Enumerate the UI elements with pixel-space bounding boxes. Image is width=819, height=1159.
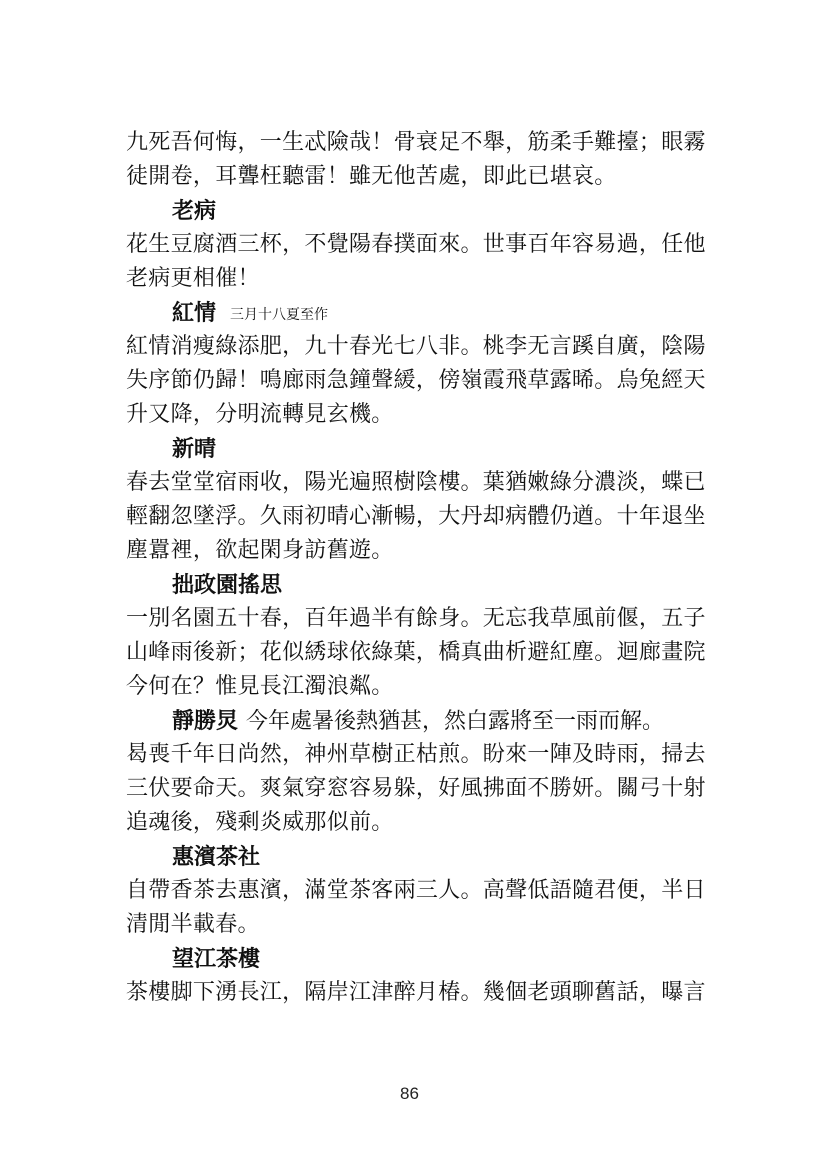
poem-heading [126,704,724,738]
text-line: 升又降，分明流轉見玄機。 [126,402,394,427]
text-line: 春去堂堂宿雨收，陽光遍照樹陰樓。葉猶嫩綠分濃淡，蝶已 [126,470,706,495]
poem-note: 三月十八夏至作 [230,307,329,323]
poem-heading [126,840,724,874]
text-line: 一別名園五十春，百年過半有餘身。无忘我草風前偃，五子 [126,606,706,631]
poem-heading [126,432,724,466]
text-line: 花生豆腐酒三杯，不覺陽春撲面來。世事百年容易過，任他 [126,232,706,257]
text-line: 曷喪千年日尚然，神州草樹正枯煎。盼來一陣及時雨，掃去 [126,742,706,767]
poem-title: 紅情 [172,300,217,326]
text-line: 老病更相催！ [126,266,260,291]
poem-title: 望江茶樓 [172,946,261,972]
poem-heading [126,194,724,228]
poem-note: 今年處暑後熱猶甚，然白露將至一雨而解。 [246,709,665,734]
poem-title: 老病 [172,198,217,224]
poem-title: 新晴 [172,436,217,462]
poem-title: 拙政園搖思 [172,572,283,598]
text-line: 追魂後，殘剩炎威那似前。 [126,810,394,835]
text-line: 輕翻忽墜浮。久雨初晴心漸暢，大丹却病體仍遒。十年退坐 [126,504,706,529]
poem-title: 惠濱茶社 [172,844,261,870]
poem-heading [126,568,724,602]
text-line: 自帶香茶去惠濱，滿堂茶客兩三人。高聲低語隨君便，半日 [126,878,706,903]
text-line: 紅情消瘦綠添肥，九十春光七八非。桃李无言蹊自廣，陰陽 [126,334,706,359]
text-line: 九死吾何悔，一生忒險哉！骨衰足不舉，筋柔手難擡；眼霧 [126,130,706,155]
text-line: 清閒半載春。 [126,912,260,937]
text-line: 茶樓脚下湧長江，隔岸江津醉月椿。幾個老頭聊舊話，曝言 [126,980,706,1005]
text-line: 山峰雨後新；花似綉球依綠葉，橋真曲析避紅塵。迴廊畫院 [126,640,706,665]
poem-heading [126,296,724,330]
page-number: 86 [400,1084,419,1103]
text-line: 今何在？惟見長江濁浪粼。 [126,674,394,699]
page-body [126,126,724,1010]
text-line: 塵囂裡，欲起閑身訪舊遊。 [126,538,394,563]
text-line: 三伏要命天。爽氣穿窓容易躲，好風拂面不勝妍。關弓十射 [126,776,706,801]
text-line: 失序節仍歸！鳴廊雨急鐘聲緩，傍嶺霞飛草露晞。烏兔經天 [126,368,706,393]
poem-title: 靜勝炅 [172,708,239,734]
poem-heading [126,942,724,976]
text-line: 徒開卷，耳聾枉聽雷！雖无他苦處，即此已堪哀。 [126,164,617,189]
